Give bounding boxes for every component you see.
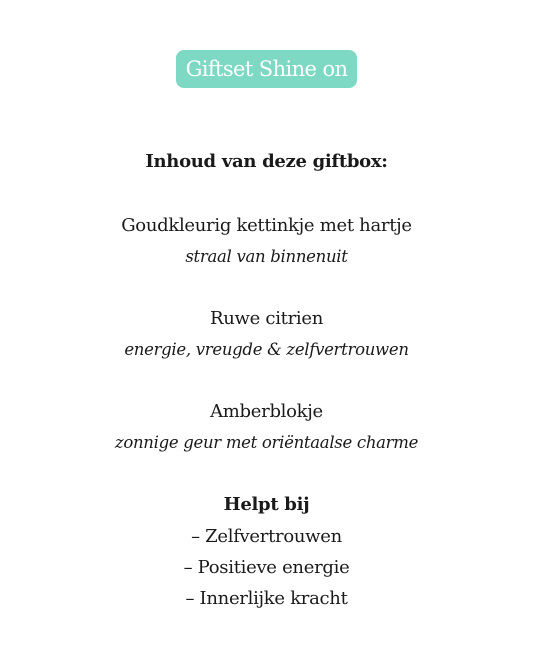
- item-subtitle: energie, vreugde & zelfvertrouwen: [124, 340, 409, 359]
- item-subtitle: straal van binnenuit: [185, 247, 348, 266]
- item-title: Amberblokje: [210, 401, 323, 422]
- item-title: Goudkleurig kettinkje met hartje: [121, 215, 412, 236]
- badge-container: [0, 50, 533, 88]
- item-subtitle: zonnige geur met oriëntaalse charme: [114, 433, 419, 452]
- helps-heading: Helpt bij: [223, 494, 310, 515]
- item-title: Ruwe citrien: [209, 308, 323, 329]
- helps-point: – Zelfvertrouwen: [191, 526, 342, 547]
- item-necklace: [0, 210, 533, 272]
- item-amber: [0, 396, 533, 458]
- helps-section: [0, 489, 533, 614]
- giftset-title-badge: Giftset Shine on: [176, 50, 358, 88]
- item-citrine: [0, 303, 533, 365]
- contents-heading: Inhoud van deze giftbox:: [145, 151, 388, 172]
- helps-point: – Innerlijke kracht: [185, 588, 348, 609]
- giftbox-description: [0, 146, 533, 614]
- helps-point: – Positieve energie: [183, 557, 350, 578]
